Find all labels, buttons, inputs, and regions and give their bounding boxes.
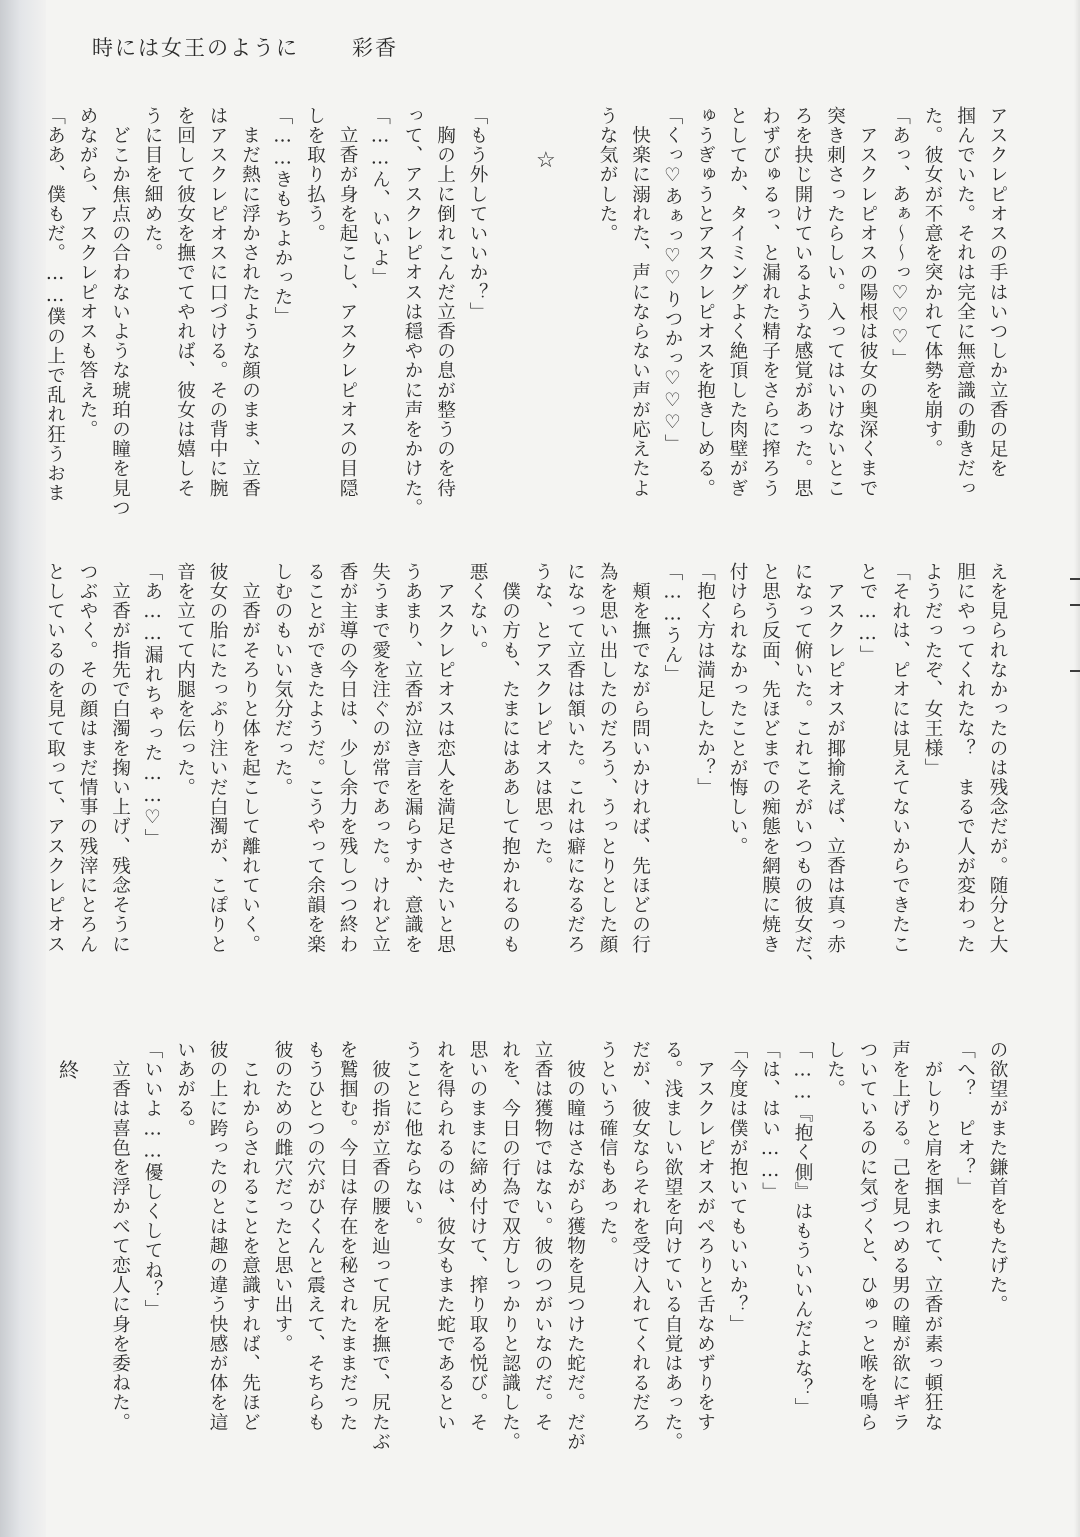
text-column: 掴んでいた。それは完全に無意識の動きだっ bbox=[954, 106, 976, 498]
text-column: いあがる。 bbox=[174, 1040, 196, 1138]
text-column: 「……『抱く側』はもういいんだよな？」 bbox=[792, 1040, 813, 1418]
text-column: 「あっ、あぁ〜〜っ♡♡♡」 bbox=[889, 106, 911, 368]
page-edge-mark bbox=[1070, 604, 1080, 606]
text-column: 立香は獲物ではない。彼のつがいなのだ。そ bbox=[532, 1040, 553, 1432]
text-column: 音を立てて内腿を伝った。 bbox=[174, 562, 196, 798]
text-column: 為を思い出したのだろう、うっとりとした顔 bbox=[597, 562, 618, 954]
page-header bbox=[92, 32, 432, 58]
text-column: ることができたようだ。こうやって余韻を楽 bbox=[304, 562, 326, 954]
text-column: これからされることを意識すれば、先ほど bbox=[239, 1040, 261, 1432]
page-edge-mark bbox=[1070, 670, 1080, 672]
text-column: はアスクレピオスに口づける。その背中に腕 bbox=[207, 106, 228, 498]
text-column: うに目を細めた。 bbox=[142, 106, 163, 263]
text-column: 胸の上に倒れこんだ立香の息が整うのを待 bbox=[434, 106, 456, 498]
text-column: 頬を撫でながら問いかければ、先ほどの行 bbox=[629, 562, 651, 954]
text-column: つぶやく。その顔はまだ情事の残滓にとろん bbox=[77, 562, 98, 954]
text-column: えを見られなかったのは残念だが。随分と大 bbox=[987, 562, 1008, 954]
text-column: しむのもいい気分だった。 bbox=[272, 562, 293, 798]
text-column: アスクレピオスの陽根は彼女の奥深くまで bbox=[857, 106, 878, 498]
text-column: 彼女の胎にたっぷり注いだ白濁が、こぽりと bbox=[207, 562, 228, 954]
text-column: うな気がした。 bbox=[597, 106, 618, 244]
text-column: を鷲掴む。今日は存在を秘されたままだった bbox=[337, 1040, 358, 1432]
text-column: 「あ……漏れちゃった……♡」 bbox=[142, 562, 163, 849]
text-column: 「へ？ ピオ？」 bbox=[954, 1040, 976, 1197]
text-column: 「くっ♡あぁっ♡♡りつかっ♡♡♡」 bbox=[662, 106, 683, 454]
text-column: になって俯いた。これこそがいつもの彼女だ、 bbox=[792, 562, 813, 974]
text-column: 思いのままに締め付けて、搾り取る悦び。そ bbox=[467, 1040, 488, 1432]
text-column: の欲望がまた鎌首をもたげた。 bbox=[987, 1040, 1008, 1315]
text-column: 彼の瞳はさながら獲物を見つけた蛇だ。だが bbox=[564, 1040, 586, 1452]
text-column: 僕の方も、たまにはああして抱かれるのも bbox=[499, 562, 521, 954]
text-column: 彼の上に跨ったのとは趣の違う快感が体を這 bbox=[207, 1040, 228, 1432]
text-column: 付けられなかったことが悔しい。 bbox=[727, 562, 748, 856]
text-column: うことに他ならない。 bbox=[402, 1040, 423, 1236]
text-column: と思う反面、先ほどまでの痴態を網膜に焼き bbox=[759, 562, 781, 954]
text-column: めながら、アスクレピオスも答えた。 bbox=[77, 106, 98, 440]
text-column: 「ああ、僕もだ。……僕の上で乱れ狂うおま bbox=[44, 106, 66, 503]
text-column: を回して彼女を撫でてやれば、彼女は嬉しそ bbox=[174, 106, 196, 498]
text-column: アスクレピオスは恋人を満足させたいと思 bbox=[434, 562, 456, 954]
text-column: 「もう外していいか？」 bbox=[467, 106, 488, 322]
text-column: した。 bbox=[824, 1040, 846, 1099]
text-column: 突き刺さったらしい。入ってはいけないとこ bbox=[824, 106, 846, 498]
text-column: 立香がそろりと体を起こして離れていく。 bbox=[239, 562, 261, 954]
text-column: 立香が指先で白濁を掬い上げ、残念そうに bbox=[109, 562, 131, 954]
text-column: もうひとつの穴がひくんと震えて、そちらも bbox=[304, 1040, 326, 1432]
end-mark: 終 bbox=[59, 1058, 79, 1082]
text-column: とで……」 bbox=[857, 562, 878, 665]
text-column: になって立香は頷いた。これは癖になるだろ bbox=[564, 562, 586, 954]
text-column: 快楽に溺れた、声にならない声が応えたよ bbox=[629, 106, 651, 498]
text-column: 失うまで愛を注ぐのが常であった。けれど立 bbox=[369, 562, 391, 954]
text-column: 彼のための雌穴だったと思い出す。 bbox=[272, 1040, 293, 1354]
text-column: 「いいよ……優しくしてね？」 bbox=[142, 1040, 163, 1320]
text-column: 悪くない。 bbox=[467, 562, 488, 660]
text-column: うという確信もあった。 bbox=[597, 1040, 618, 1256]
text-column: ついているのに気づくと、ひゅっと喉を鳴ら bbox=[857, 1040, 878, 1432]
text-column: ゅうぎゅうとアスクレピオスを抱きしめる。 bbox=[694, 106, 716, 498]
text-column: 声を上げる。己を見つめる男の瞳が欲にギラ bbox=[889, 1040, 911, 1432]
text-column: ろを抉じ開けているような感覚があった。思 bbox=[792, 106, 813, 498]
text-column: がしりと肩を掴まれて、立香が素っ頓狂な bbox=[922, 1040, 943, 1432]
page-right-edge bbox=[1074, 0, 1080, 1537]
text-column: どこか焦点の合わないような琥珀の瞳を見つ bbox=[109, 106, 131, 518]
text-column: 「……うん」 bbox=[662, 562, 683, 685]
text-column: れを、今日の行為で双方しっかりと認識した。 bbox=[499, 1040, 521, 1452]
text-column: 「……きもちよかった」 bbox=[272, 106, 293, 327]
text-column: アスクレピオスの手はいつしか立香の足を bbox=[987, 106, 1008, 479]
text-column: アスクレピオスが揶揄えば、立香は真っ赤 bbox=[824, 562, 846, 954]
text-column: 「それは、ピオには見えてないからできたこ bbox=[889, 562, 911, 954]
text-column: 立香は喜色を浮かべて恋人に身を委ねた。 bbox=[109, 1040, 131, 1432]
page-edge-mark bbox=[1070, 578, 1080, 580]
text-column: としているのを見て取って、アスクレピオス bbox=[44, 562, 66, 954]
text-column: 「……ん、いいよ」 bbox=[369, 106, 391, 288]
text-column: 胆にやってくれたな？ まるで人が変わった bbox=[954, 562, 976, 954]
text-column: 「抱く方は満足したか？」 bbox=[694, 562, 716, 798]
text-column: 「今度は僕が抱いてもいいか？」 bbox=[727, 1040, 748, 1334]
text-column: れを得られるのは、彼女もまた蛇であるとい bbox=[434, 1040, 456, 1432]
text-column: しを取り払う。 bbox=[304, 106, 326, 244]
text-column: アスクレピオスがぺろりと舌なめずりをす bbox=[694, 1040, 716, 1432]
story-title: 時には女王のように bbox=[92, 36, 299, 60]
text-column: 彼の指が立香の腰を辿って尻を撫で、尻たぶ bbox=[369, 1040, 391, 1452]
text-column: うあまり、立香が泣き言を漏らすか、意識を bbox=[402, 562, 423, 954]
text-column: る。浅ましい欲望を向けている自覚はあった。 bbox=[662, 1040, 683, 1452]
text-column: 「は、はい……」 bbox=[759, 1040, 781, 1202]
text-column: た。彼女が不意を突かれて体勢を崩す。 bbox=[922, 106, 943, 459]
section-break-star: ☆ bbox=[536, 148, 556, 173]
story-author: 彩香 bbox=[352, 36, 398, 60]
text-column: って、アスクレピオスは穏やかに声をかけた。 bbox=[402, 106, 423, 518]
text-column: まだ熱に浮かされたような顔のまま、立香 bbox=[239, 106, 261, 498]
text-column: うな、とアスクレピオスは思った。 bbox=[532, 562, 553, 876]
text-column: 香が主導の今日は、少し余力を残しつつ終わ bbox=[337, 562, 358, 954]
text-column: としてか、タイミングよく絶頂した肉壁がぎ bbox=[727, 106, 748, 498]
text-column: ようだったぞ、女王様」 bbox=[922, 562, 943, 778]
text-column: だが、彼女ならそれを受け入れてくれるだろ bbox=[629, 1040, 651, 1432]
text-column: わずびゅるっ、と漏れた精子をさらに搾ろう bbox=[759, 106, 781, 498]
text-column: 立香が身を起こし、アスクレピオスの目隠 bbox=[337, 106, 358, 498]
